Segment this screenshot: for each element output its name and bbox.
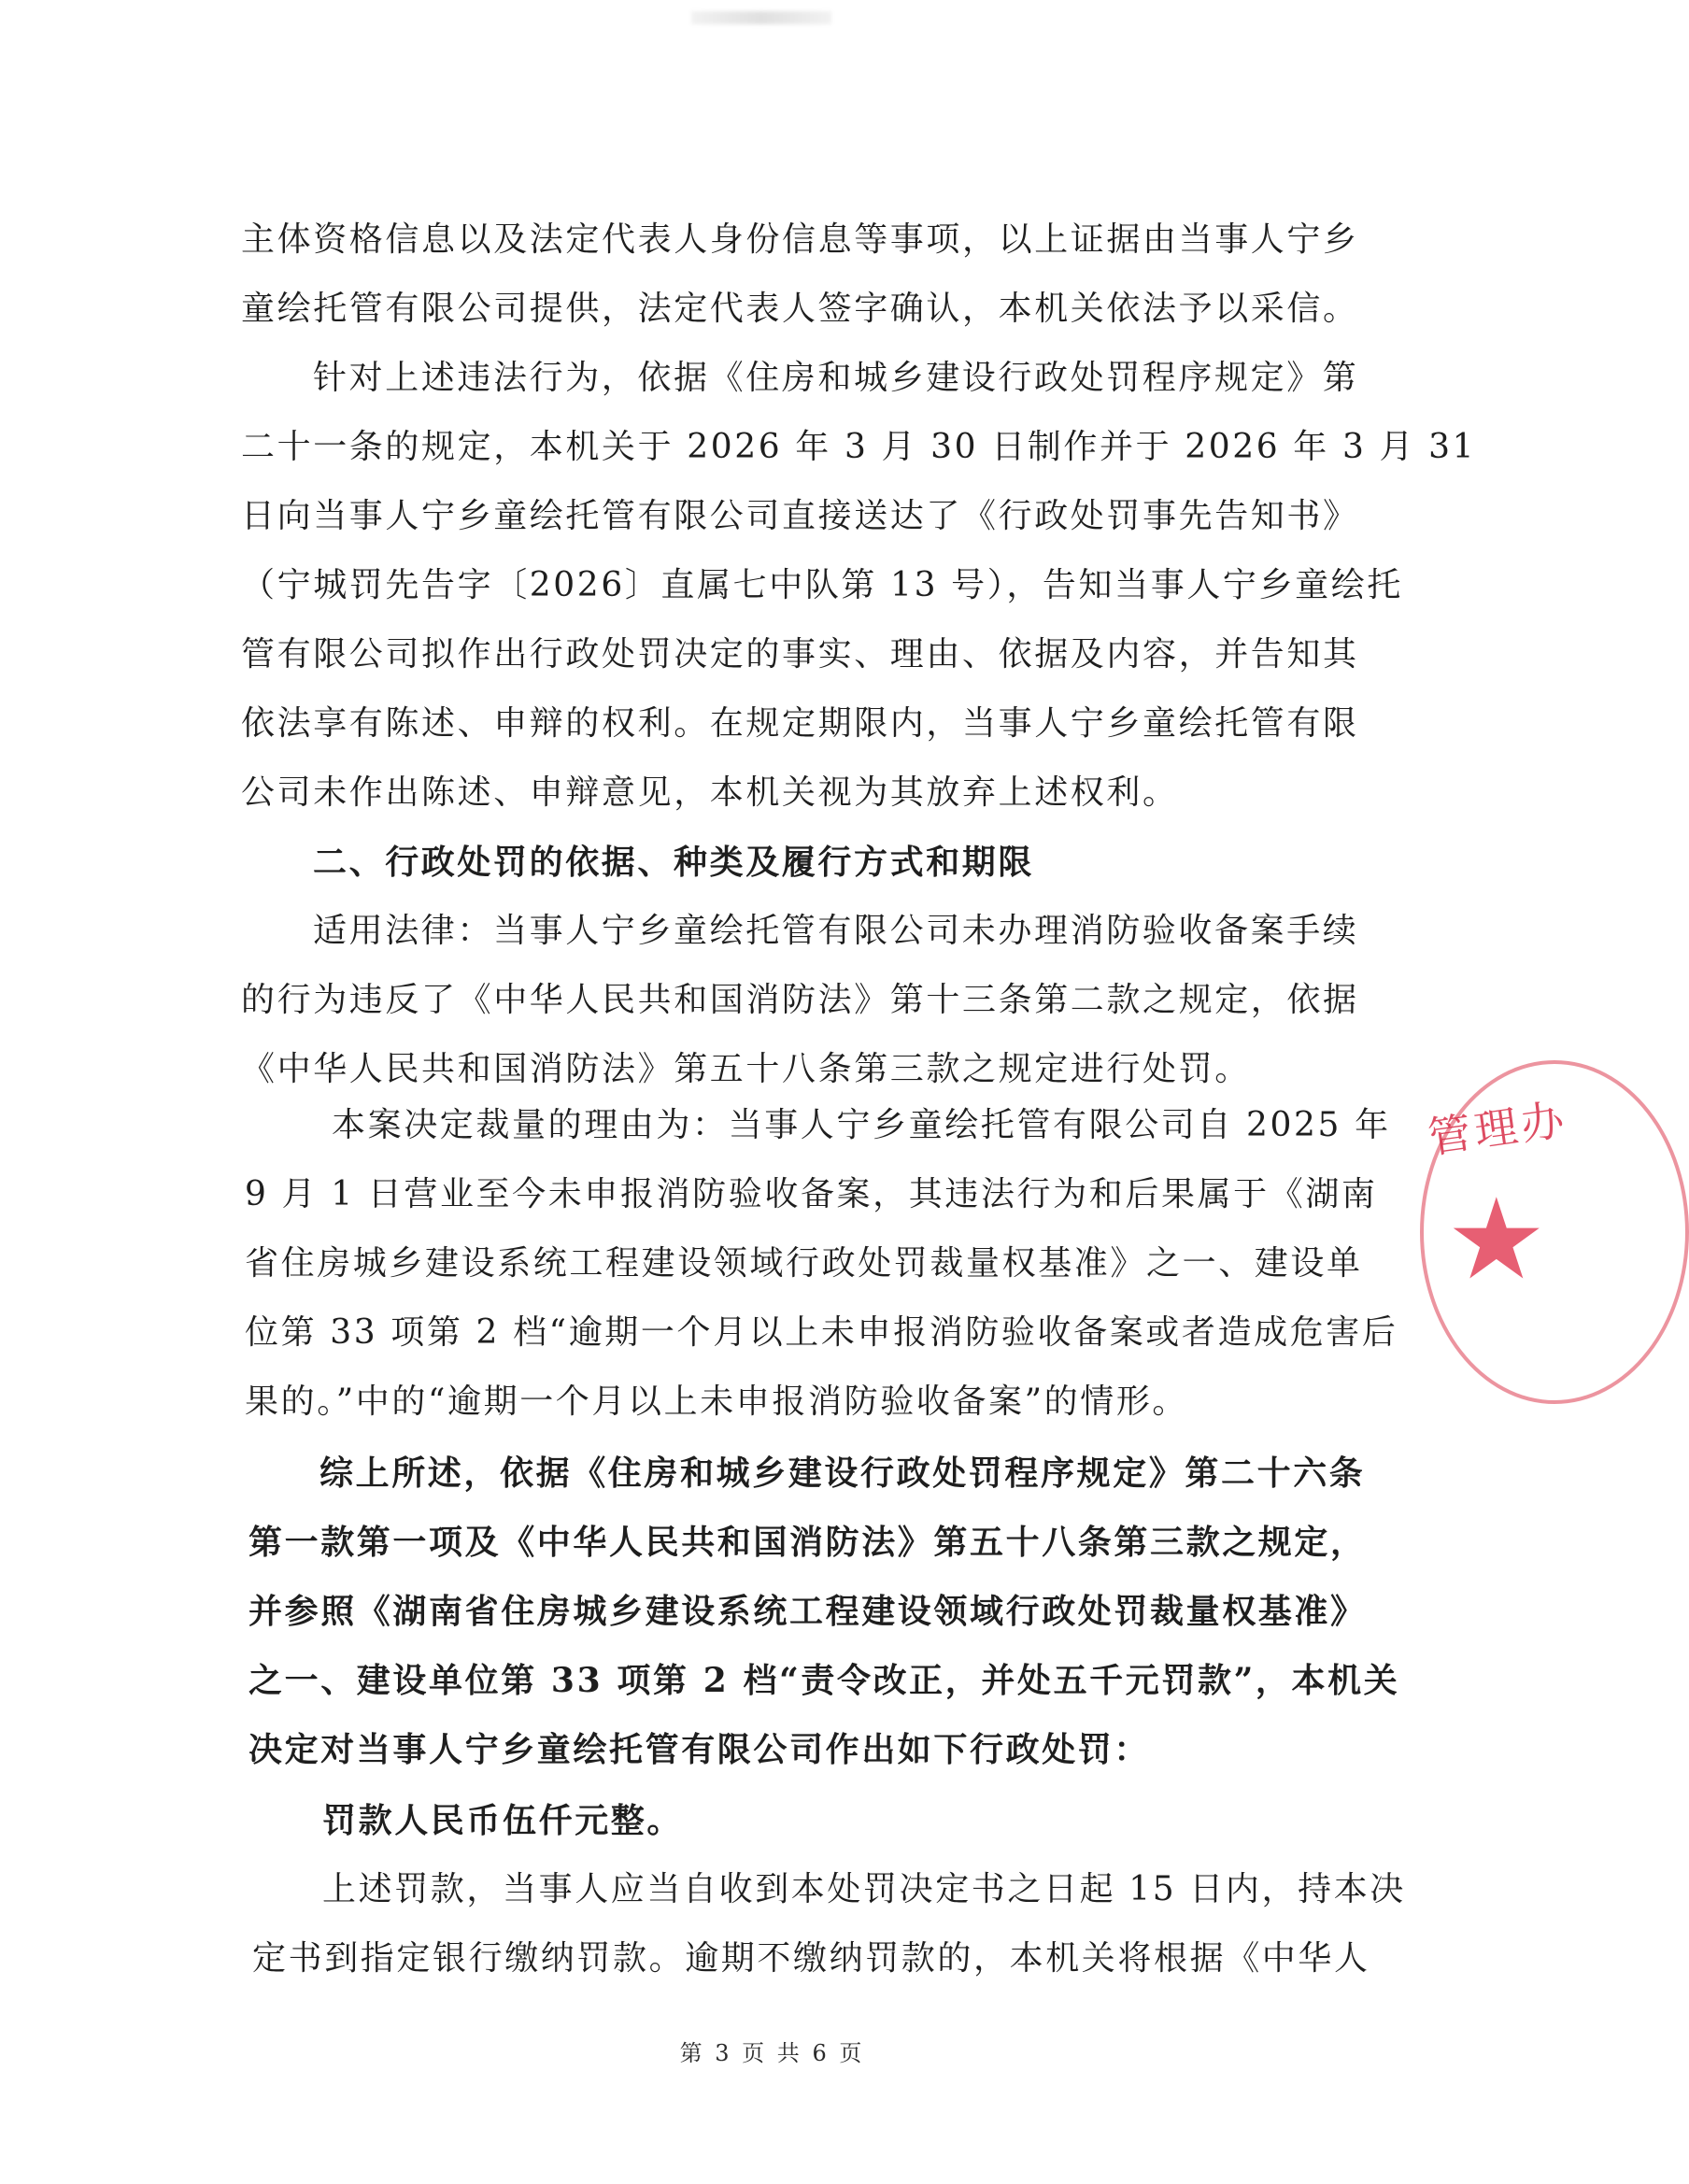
text-line: 日向当事人宁乡童绘托管有限公司直接送达了《行政处罚事先告知书》	[241, 497, 1359, 535]
text-line: 罚款人民币伍仟元整。	[322, 1801, 684, 1840]
text-line: 省住房城乡建设系统工程建设领域行政处罚裁量权基准》之一、建设单	[245, 1244, 1363, 1283]
faded-header	[691, 11, 831, 24]
text-line: 9 月 1 日营业至今未申报消防验收备案，其违法行为和后果属于《湖南	[245, 1175, 1378, 1213]
text-line: 的行为违反了《中华人民共和国消防法》第十三条第二款之规定，依据	[241, 981, 1359, 1019]
seal-star-icon: ★	[1446, 1175, 1547, 1305]
text-line: 位第 33 项第 2 档“逾期一个月以上未申报消防验收备案或者造成危害后	[245, 1313, 1398, 1352]
seal-text: 管理办	[1425, 1093, 1571, 1164]
text-line: 果的。”中的“逾期一个月以上未申报消防验收备案”的情形。	[245, 1383, 1189, 1421]
text-line: 主体资格信息以及法定代表人身份信息等事项，以上证据由当事人宁乡	[241, 220, 1359, 259]
text-line: 公司未作出陈述、申辩意见，本机关视为其放弃上述权利。	[241, 773, 1179, 812]
page-footer: 第 3 页 共 6 页	[679, 2040, 865, 2066]
text-line: 定书到指定银行缴纳罚款。逾期不缴纳罚款的，本机关将根据《中华人	[252, 1939, 1370, 1978]
text-line: 本案决定裁量的理由为：当事人宁乡童绘托管有限公司自 2025 年	[332, 1106, 1391, 1144]
text-line: 《中华人民共和国消防法》第五十八条第三款之规定进行处罚。	[241, 1050, 1251, 1088]
text-line: 综上所述，依据《住房和城乡建设行政处罚程序规定》第二十六条	[319, 1454, 1366, 1493]
section-heading: 二、行政处罚的依据、种类及履行方式和期限	[313, 843, 1035, 882]
text-line: 并参照《湖南省住房城乡建设系统工程建设领域行政处罚裁量权基准》	[248, 1592, 1367, 1631]
text-line: 适用法律：当事人宁乡童绘托管有限公司未办理消防验收备案手续	[313, 912, 1359, 950]
text-line: 童绘托管有限公司提供，法定代表人签字确认，本机关依法予以采信。	[241, 290, 1359, 328]
text-line: 依法享有陈述、申辩的权利。在规定期限内，当事人宁乡童绘托管有限	[241, 704, 1359, 743]
text-line: 之一、建设单位第 33 项第 2 档“责令改正，并处五千元罚款”，本机关	[248, 1661, 1400, 1700]
text-line: 管有限公司拟作出行政处罚决定的事实、理由、依据及内容，并告知其	[241, 635, 1359, 674]
text-line: 上述罚款，当事人应当自收到本处罚决定书之日起 15 日内，持本决	[322, 1870, 1406, 1908]
text-line: 决定对当事人宁乡童绘托管有限公司作出如下行政处罚：	[248, 1730, 1151, 1769]
text-line: 针对上述违法行为，依据《住房和城乡建设行政处罚程序规定》第	[313, 359, 1359, 397]
text-line: 第一款第一项及《中华人民共和国消防法》第五十八条第三款之规定，	[248, 1523, 1367, 1562]
text-line: （宁城罚先告字〔2026〕直属七中队第 13 号），告知当事人宁乡童绘托	[241, 566, 1403, 604]
text-line: 二十一条的规定，本机关于 2026 年 3 月 30 日制作并于 2026 年 3 月 31	[241, 428, 1477, 466]
